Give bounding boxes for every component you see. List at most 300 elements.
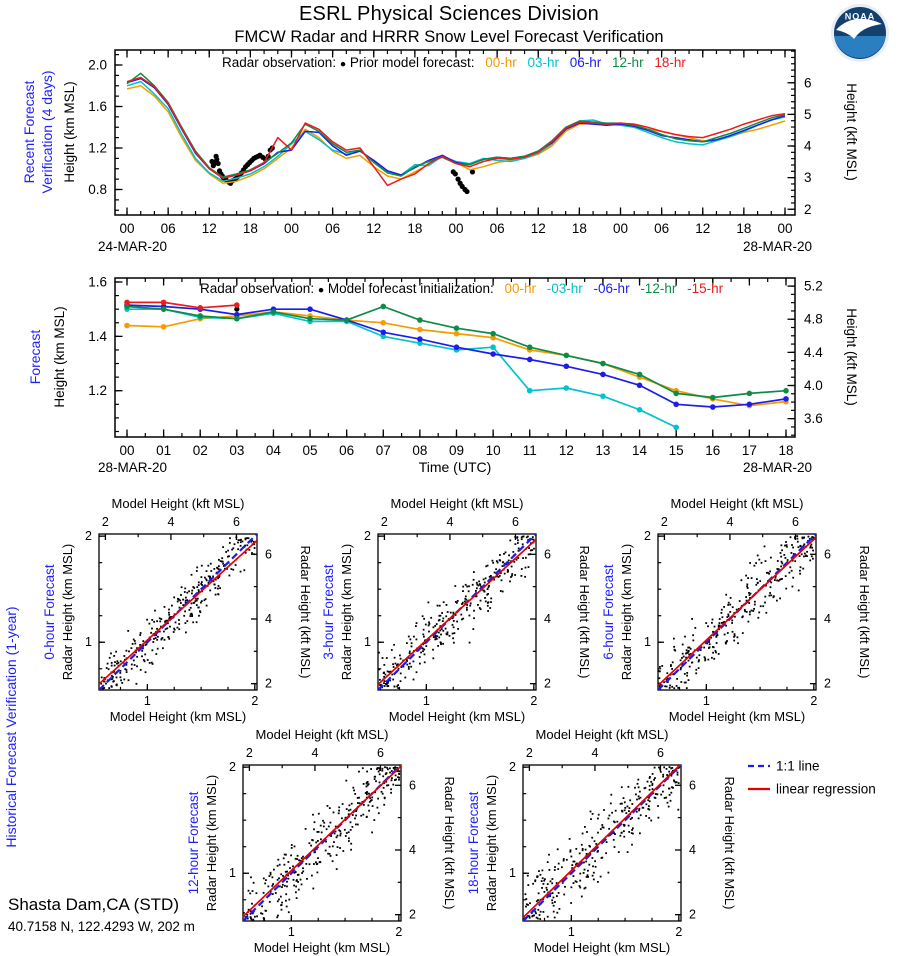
scatter-point bbox=[376, 768, 378, 770]
scatter-point bbox=[659, 769, 661, 771]
recent-verification-legend: Radar observation: ● Prior model forecast: 00-hr 03-hr 06-hr 12-hr 18-hr bbox=[222, 55, 686, 70]
scatter-point bbox=[156, 620, 158, 622]
scatter-point bbox=[177, 601, 179, 603]
scatter-point bbox=[269, 875, 271, 877]
scatter-point bbox=[186, 592, 188, 594]
y2-tick-label: 2 bbox=[689, 907, 696, 922]
scatter-point bbox=[196, 586, 198, 588]
x-tick-label: 00 bbox=[119, 221, 135, 236]
scatter-point bbox=[452, 612, 454, 614]
series-00-hr bbox=[127, 86, 785, 184]
scatter-point bbox=[180, 594, 182, 596]
y-tick-label: 2 bbox=[85, 529, 92, 544]
scatter-point bbox=[780, 552, 782, 554]
scatter-point bbox=[384, 680, 386, 682]
scatter-point bbox=[116, 677, 118, 679]
scatter-point bbox=[210, 563, 212, 565]
scatter-point bbox=[457, 628, 459, 630]
scatter-point bbox=[270, 874, 272, 876]
scatter-point bbox=[723, 606, 725, 608]
scatter-point bbox=[507, 570, 509, 572]
date-left: 24-MAR-20 bbox=[98, 239, 168, 254]
scatter-point bbox=[508, 554, 510, 556]
scatter-point bbox=[131, 668, 133, 670]
scatter-point bbox=[508, 560, 510, 562]
scatter-point bbox=[477, 604, 479, 606]
scatter-point bbox=[400, 658, 402, 660]
scatter-point bbox=[715, 650, 717, 652]
scatter-point bbox=[425, 645, 427, 647]
scatter-point bbox=[301, 884, 303, 886]
scatter-point bbox=[614, 846, 616, 848]
scatter-point bbox=[293, 885, 295, 887]
series-marker bbox=[234, 316, 240, 322]
y-axis-label-right: Radar Height (kft MSL) bbox=[442, 776, 457, 910]
scatter-point bbox=[143, 659, 145, 661]
scatter-point bbox=[627, 806, 629, 808]
scatter-point bbox=[371, 799, 373, 801]
scatter-point bbox=[286, 886, 288, 888]
scatter-point bbox=[472, 628, 474, 630]
scatter-point bbox=[389, 772, 391, 774]
scatter-point bbox=[511, 573, 513, 575]
scatter-point bbox=[146, 619, 148, 621]
scatter-point bbox=[804, 553, 806, 555]
scatter-point bbox=[207, 565, 209, 567]
scatter-point bbox=[695, 672, 697, 674]
scatter-point bbox=[252, 919, 254, 921]
scatter-point bbox=[645, 787, 647, 789]
scatter-point bbox=[382, 775, 384, 777]
y-tick-label: 0.8 bbox=[88, 182, 107, 197]
scatter-point bbox=[191, 574, 193, 576]
x-tick-label: 09 bbox=[448, 443, 465, 458]
scatter-point bbox=[185, 600, 187, 602]
radar-observation-dot bbox=[453, 171, 458, 176]
scatter-point bbox=[547, 861, 549, 863]
scatter-point bbox=[521, 575, 523, 577]
scatter-point bbox=[453, 642, 455, 644]
scatter-point bbox=[291, 847, 293, 849]
scatter-point bbox=[786, 544, 788, 546]
scatter-point bbox=[151, 662, 153, 664]
series-marker bbox=[637, 407, 643, 413]
scatter-point bbox=[694, 627, 696, 629]
scatter-point bbox=[348, 837, 350, 839]
scatter-point bbox=[757, 617, 759, 619]
scatter-point bbox=[442, 618, 444, 620]
series-marker bbox=[197, 313, 203, 319]
scatter-point bbox=[554, 866, 556, 868]
scatter-point bbox=[734, 616, 736, 618]
scatter-point bbox=[669, 766, 671, 768]
scatter-point bbox=[218, 594, 220, 596]
scatter-point bbox=[514, 574, 516, 576]
scatter-point bbox=[415, 625, 417, 627]
x-tick-label: 1 bbox=[702, 694, 710, 708]
scatter-point bbox=[669, 788, 671, 790]
scatter-point bbox=[646, 803, 648, 805]
scatter-point bbox=[631, 832, 633, 834]
scatter-point bbox=[108, 687, 110, 689]
scatter-point bbox=[288, 911, 290, 913]
scatter-point bbox=[152, 641, 154, 643]
scatter-point bbox=[432, 649, 434, 651]
x-tick-label: 06 bbox=[160, 221, 176, 236]
scatter-point bbox=[745, 575, 747, 577]
scatter-point bbox=[587, 874, 589, 876]
scatter-point bbox=[296, 880, 298, 882]
x-axis-label-top: Model Height (kft MSL) bbox=[535, 727, 669, 742]
scatter-point bbox=[670, 800, 672, 802]
scatter-point bbox=[120, 660, 122, 662]
scatter-point bbox=[286, 871, 288, 873]
scatter-point bbox=[428, 621, 430, 623]
scatter-point bbox=[673, 646, 675, 648]
scatter-point bbox=[652, 773, 654, 775]
scatter-point bbox=[198, 607, 200, 609]
scatter-point bbox=[269, 901, 271, 903]
scatter-point bbox=[638, 818, 640, 820]
scatter-point bbox=[416, 639, 418, 641]
scatter-point bbox=[462, 590, 464, 592]
scatter-point bbox=[195, 600, 197, 602]
scatter-point bbox=[669, 687, 671, 689]
series-marker bbox=[490, 344, 496, 350]
scatter-point bbox=[201, 581, 203, 583]
scatter-point bbox=[768, 573, 770, 575]
scatter-point bbox=[683, 656, 685, 658]
scatter-point bbox=[336, 836, 338, 838]
scatter-point bbox=[169, 616, 171, 618]
scatter-point bbox=[136, 656, 138, 658]
scatter-point bbox=[317, 840, 319, 842]
scatter-point bbox=[676, 685, 678, 687]
scatter-point bbox=[378, 652, 380, 654]
y2-tick-label: 3 bbox=[804, 170, 812, 186]
scatter-point bbox=[217, 588, 219, 590]
series-marker bbox=[380, 304, 386, 310]
scatter-point bbox=[378, 767, 380, 769]
scatter-point bbox=[649, 789, 651, 791]
series-marker bbox=[307, 316, 313, 322]
y2-tick-label: 6 bbox=[409, 778, 416, 793]
scatter-point bbox=[581, 844, 583, 846]
scatter-point bbox=[288, 899, 290, 901]
scatter-point bbox=[285, 893, 287, 895]
scatter-point bbox=[384, 685, 386, 687]
scatter-point bbox=[296, 858, 298, 860]
scatter-point bbox=[428, 625, 430, 627]
scatter-point bbox=[521, 538, 523, 540]
scatter-point bbox=[775, 577, 777, 579]
scatter-point bbox=[285, 854, 287, 856]
y-axis-label-left: Radar Height (km MSL) bbox=[619, 543, 634, 681]
scatter-point bbox=[787, 559, 789, 561]
scatter-point bbox=[674, 649, 676, 651]
scatter-point bbox=[142, 640, 144, 642]
scatter-point bbox=[300, 879, 302, 881]
scatter-point bbox=[453, 626, 455, 628]
x-tick-label: 07 bbox=[375, 443, 391, 458]
scatter-point bbox=[712, 652, 714, 654]
scatter-point bbox=[144, 654, 146, 656]
scatter-point bbox=[351, 803, 353, 805]
scatter-point bbox=[539, 914, 541, 916]
scatter-point bbox=[449, 635, 451, 637]
scatter-point bbox=[339, 847, 341, 849]
chart-side-label: Forecast bbox=[27, 329, 43, 385]
x2-tick-label: 4 bbox=[591, 746, 599, 760]
scatter-point bbox=[445, 628, 447, 630]
scatter-point bbox=[390, 788, 392, 790]
scatter-point bbox=[371, 797, 373, 799]
scatter-point bbox=[160, 618, 162, 620]
scatter-point bbox=[753, 608, 755, 610]
scatter-point bbox=[370, 768, 372, 770]
scatter-point bbox=[799, 570, 801, 572]
scatter-point bbox=[339, 835, 341, 837]
scatter-point bbox=[546, 887, 548, 889]
scatter-point bbox=[245, 538, 247, 540]
scatter-point bbox=[392, 679, 394, 681]
scatter-point bbox=[395, 779, 397, 781]
x-axis-label-top: Model Height (kft MSL) bbox=[670, 496, 804, 511]
scatter-point bbox=[537, 909, 539, 911]
scatter-point bbox=[357, 797, 359, 799]
scatter-point bbox=[321, 832, 323, 834]
scatter-point bbox=[512, 551, 514, 553]
scatter-point bbox=[631, 844, 633, 846]
scatter-point bbox=[637, 783, 639, 785]
y-axis-label-right: Radar Height (kft MSL) bbox=[298, 545, 313, 679]
scatter-point bbox=[582, 833, 584, 835]
scatter-point bbox=[409, 652, 411, 654]
scatter-point bbox=[442, 620, 444, 622]
scatter-point bbox=[452, 624, 454, 626]
scatter-point bbox=[201, 600, 203, 602]
scatter-point bbox=[569, 838, 571, 840]
scatter-point bbox=[729, 604, 731, 606]
scatter-point bbox=[286, 906, 288, 908]
scatter-point bbox=[543, 883, 545, 885]
scatter-point bbox=[680, 681, 682, 683]
scatter-point bbox=[379, 782, 381, 784]
scatter-point bbox=[473, 617, 475, 619]
scatter-point bbox=[185, 622, 187, 624]
scatter-point bbox=[318, 813, 320, 815]
series-marker bbox=[673, 425, 679, 431]
scatter-point bbox=[785, 575, 787, 577]
scatter-point bbox=[338, 810, 340, 812]
scatter-point bbox=[621, 786, 623, 788]
scatter-point bbox=[206, 570, 208, 572]
scatter-point bbox=[391, 770, 393, 772]
scatter-point bbox=[192, 586, 194, 588]
scatter-point bbox=[686, 687, 688, 689]
scatter-point bbox=[662, 776, 664, 778]
x-tick-label: 01 bbox=[156, 443, 172, 458]
scatter-point bbox=[654, 777, 656, 779]
x-tick-label: 08 bbox=[412, 443, 428, 458]
scatter-point bbox=[153, 638, 155, 640]
scatter-point bbox=[586, 831, 588, 833]
scatter-point bbox=[540, 911, 542, 913]
scatter-point bbox=[432, 657, 434, 659]
x2-tick-label: 6 bbox=[232, 515, 240, 529]
x-tick-label: 11 bbox=[522, 443, 537, 458]
scatter-point bbox=[192, 621, 194, 623]
scatter-point bbox=[366, 791, 368, 793]
scatter-point bbox=[501, 579, 503, 581]
scatter-point bbox=[709, 646, 711, 648]
scatter-point bbox=[342, 803, 344, 805]
scatter-point bbox=[325, 850, 327, 852]
panel-label: 3-hour Forecast bbox=[321, 564, 336, 660]
series-marker bbox=[417, 336, 423, 342]
scatter-point bbox=[386, 767, 388, 769]
scatter-point bbox=[151, 628, 153, 630]
scatter-point bbox=[235, 564, 237, 566]
station-name: Shasta Dam,CA (STD) bbox=[8, 895, 179, 914]
y2-tick-label: 2 bbox=[824, 676, 831, 691]
scatter-point bbox=[600, 876, 602, 878]
scatter-point bbox=[668, 771, 670, 773]
scatter-point bbox=[322, 820, 324, 822]
scatter-point bbox=[250, 876, 252, 878]
scatter-point bbox=[635, 794, 637, 796]
series-marker bbox=[417, 317, 423, 323]
x-axis-label-bottom: Model Height (km MSL) bbox=[253, 940, 391, 955]
scatter-point bbox=[750, 593, 752, 595]
x-tick-label: 18 bbox=[571, 221, 587, 236]
scatter-point bbox=[267, 886, 269, 888]
scatter-point bbox=[404, 677, 406, 679]
y2-tick-label: 5.2 bbox=[804, 278, 823, 294]
series-marker bbox=[124, 323, 130, 329]
scatter-point bbox=[588, 864, 590, 866]
scatter-point bbox=[801, 553, 803, 555]
scatter-point bbox=[162, 637, 164, 639]
scatter-point bbox=[721, 622, 723, 624]
scatter-legend bbox=[748, 759, 876, 797]
scatter-point bbox=[327, 805, 329, 807]
scatter-point bbox=[792, 577, 794, 579]
scatter-point bbox=[157, 636, 159, 638]
scatter-point bbox=[732, 606, 734, 608]
scatter-point bbox=[517, 536, 519, 538]
scatter-point bbox=[442, 643, 444, 645]
scatter-point bbox=[253, 882, 255, 884]
scatter-point bbox=[234, 543, 236, 545]
x-tick-label: 1 bbox=[567, 925, 575, 939]
scatter-point bbox=[662, 774, 664, 776]
scatter-point bbox=[447, 633, 449, 635]
scatter-point bbox=[288, 861, 290, 863]
scatter-point bbox=[778, 580, 780, 582]
scatter-point bbox=[273, 869, 275, 871]
scatter-point bbox=[368, 810, 370, 812]
x-tick-label: 06 bbox=[654, 221, 670, 236]
scatter-point bbox=[590, 811, 592, 813]
scatter-point bbox=[369, 801, 371, 803]
scatter-point bbox=[123, 679, 125, 681]
scatter-point bbox=[638, 798, 640, 800]
scatter-point bbox=[406, 642, 408, 644]
scatter-point bbox=[124, 668, 126, 670]
scatter-point bbox=[579, 880, 581, 882]
x-tick-label: 00 bbox=[612, 221, 629, 236]
scatter-point bbox=[610, 803, 612, 805]
scatter-point bbox=[171, 605, 173, 607]
x-axis-label-bottom: Model Height (km MSL) bbox=[388, 709, 526, 724]
scatter-point bbox=[803, 543, 805, 545]
scatter-point bbox=[624, 807, 626, 809]
x-tick-label: 12 bbox=[558, 443, 574, 458]
scatter-point bbox=[776, 600, 778, 602]
scatter-point bbox=[337, 846, 339, 848]
x-tick-label: 02 bbox=[192, 443, 208, 458]
y2-tick-label: 2 bbox=[265, 676, 272, 691]
scatter-point bbox=[791, 570, 793, 572]
y-tick-label: 1 bbox=[644, 635, 651, 650]
scatter-point bbox=[727, 632, 729, 634]
scatter-point bbox=[179, 607, 181, 609]
scatter-point bbox=[319, 861, 321, 863]
scatter-point bbox=[534, 879, 536, 881]
scatter-point bbox=[422, 615, 424, 617]
scatter-point bbox=[659, 666, 661, 668]
scatter-point bbox=[465, 584, 467, 586]
scatter-point bbox=[358, 771, 360, 773]
scatter-point bbox=[650, 820, 652, 822]
scatter-point bbox=[295, 858, 297, 860]
scatter-point bbox=[647, 781, 649, 783]
scatter-point bbox=[408, 636, 410, 638]
scatter-point bbox=[386, 785, 388, 787]
scatter-point bbox=[483, 590, 485, 592]
scatter-point bbox=[317, 872, 319, 874]
scatter-point bbox=[733, 640, 735, 642]
scatter-point bbox=[357, 824, 359, 826]
scatter-point bbox=[624, 809, 626, 811]
scatter-point bbox=[332, 860, 334, 862]
scatter-point bbox=[177, 627, 179, 629]
scatter-point bbox=[514, 536, 516, 538]
scatter-point bbox=[536, 900, 538, 902]
scatter-point bbox=[265, 910, 267, 912]
x-tick-label: 15 bbox=[668, 443, 684, 458]
scatter-point bbox=[535, 912, 537, 914]
scatter-point bbox=[781, 549, 783, 551]
scatter-point bbox=[734, 633, 736, 635]
scatter-point bbox=[587, 870, 589, 872]
scatter-point bbox=[614, 833, 616, 835]
scatter-point bbox=[173, 631, 175, 633]
scatter-point bbox=[225, 551, 227, 553]
scatter-point bbox=[620, 803, 622, 805]
scatter-point bbox=[355, 815, 357, 817]
scatter-point bbox=[352, 814, 354, 816]
scatter-point bbox=[366, 782, 368, 784]
x2-tick-label: 6 bbox=[376, 746, 384, 760]
scatter-point bbox=[111, 665, 113, 667]
page-title: ESRL Physical Sciences Division bbox=[298, 3, 600, 25]
y-tick-label: 1.2 bbox=[88, 383, 107, 399]
scatter-point bbox=[797, 538, 799, 540]
scatter-point bbox=[237, 548, 239, 550]
series-marker bbox=[710, 404, 716, 410]
